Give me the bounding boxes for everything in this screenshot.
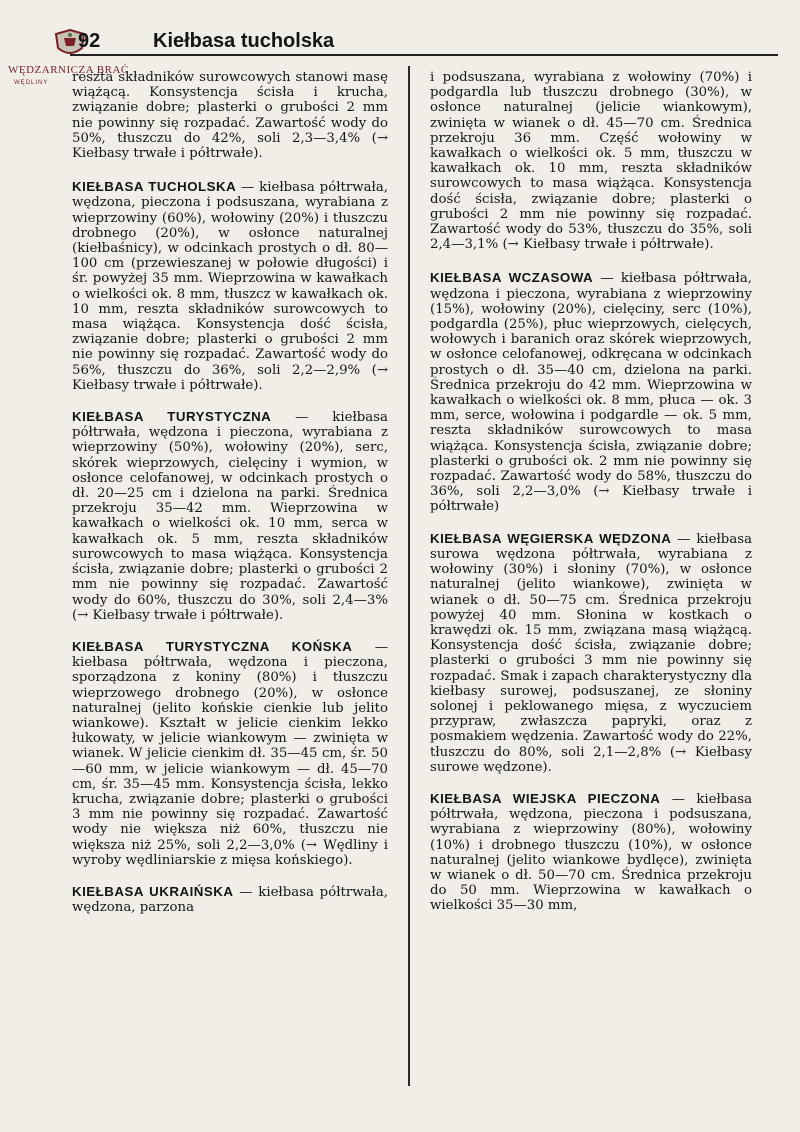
entry-kielbasa-ukrainska [72, 884, 388, 915]
entry-body: — kiełbasa półtrwała, wędzona, pieczona i podsuszana, wyrabiana z wieprzowiny (60%), wołowiny (20%) i tłuszczu drobnego (20%), w osłonce naturalnej (kiełbaśnicy), w odcinkach prostych o dł. 80—100 cm (przewieszanej w połowie długości) i śr. powyżej 35 mm. Wieprzowina w kawałkach o wielkości ok. 8 mm, tłuszcz w kawałkach ok. 10 mm, reszta składników surowcowych to masa wiążąca. Konsystencja dość ścisła, związanie dobre; plasterki o grubości 2 mm nie powinny się rozpadać. Zawartość wody do 56%, tłuszczu do 36%, soli 2,2—2,9% (→ Kiełbasy trwałe i półtrwałe). [72, 180, 388, 393]
entry-body: i podsuszana, wyrabiana z wołowiny (70%) i podgardla lub tłuszczu drobnego (30%), w osłonce naturalnej (jelicie wiankowym), zwinięta w wianek o dł. 45—70 cm. Średnica przekroju 36 mm. Część wołowiny w kawałkach o wielkości ok. 5 mm, tłuszczu w kawałkach ok. 10 mm, reszta składników surowcowych to masa wiążąca. Konsystencja dość ścisła, związanie dobre; plasterki o grubości 2 mm nie powinny się rozpadać. Zawartość wody do 53%, tłuszczu do 35%, soli 2,4—3,1% (→ Kiełbasy trwałe i półtrwałe). [430, 70, 752, 253]
entry-title: KIEŁBASA TURYSTYCZNA [72, 409, 272, 425]
entry-title: KIEŁBASA WĘGIERSKA WĘDZONA [430, 530, 672, 546]
entry-body: — kiełbasa półtrwała, wędzona, pieczona i podsuszana, wyrabiana z wieprzowiny (80%), wołowiny (10%) i drobnego tłuszczu (10%), w osłonce naturalnej (jelito wiankowe bydlęce), zwinięta w wianek o dł. 50—70 cm. Średnica przekroju do 50 mm. Wieprzowina w kawałkach o wielkości 35—30 mm, [430, 791, 752, 914]
column-divider [408, 66, 410, 1086]
right-column [430, 70, 752, 930]
entry-kielbasa-wegierska-wedzona [430, 531, 752, 775]
entry-title: KIEŁBASA WIEJSKA PIECZONA [430, 790, 661, 806]
header-rule [70, 54, 778, 56]
entry-kielbasa-wiejska-pieczona [430, 791, 752, 914]
entry-kielbasa-turystyczna [72, 409, 388, 623]
entry-title: KIEŁBASA WCZASOWA [430, 270, 594, 286]
entry-body: — kiełbasa półtrwała, wędzona i pieczona, wyrabiana z wieprzowiny (15%), wołowiny (20%), cielęciny, serc (10%), podgardla (25%), płuc wieprzowych, cielęcych, wołowych i baranich oraz skórek wieprzowych, w osłonce celofanowej, odkręcana w odcinkach prostych o dł. 35—40 cm, dzielona na parki. Średnica przekroju do 42 mm. Wieprzowina w kawałkach o wielkości ok. 8 mm, płuca — ok. 3 mm, serce, wołowina i podgardle — ok. 5 mm, reszta składników surowcowych to masa wiążąca. Konsystencja ścisła, związanie dobre; plasterki o grubości ok. 2 mm nie powinny się rozpadać. Zawartość wody do 58%, tłuszczu do 36%, soli 2,2—3,0% (→ Kiełbasy trwałe i półtrwałe) [430, 271, 752, 515]
entry-body: — kiełbasa półtrwała, wędzona i pieczona, wyrabiana z wieprzowiny (50%), wołowiny (20%), serc, skórek wieprzowych, cielęciny i wymion, w osłonce celofanowej, w odcinkach prostych o dł. 20—25 cm i dzielona na parki. Średnica przekroju 35—42 mm. Wieprzowina w kawałkach o wielkości ok. 10 mm, serca w kawałkach ok. 5 mm, reszta składników surowcowych to masa wiążąca. Konsystencja ścisła, związanie dobre; plasterki o grubości 2 mm nie powinny się rozpadać. Zawartość wody do 60%, tłuszczu do 30%, soli 2,4—3% (→ Kiełbasy trwałe i półtrwałe). [72, 410, 388, 623]
brand-name: WĘDZARNICZA BRAĆ [8, 64, 129, 76]
entry-body: — kiełbasa surowa wędzona półtrwała, wyrabiana z wołowiny (30%) i słoniny (70%), w osłonce naturalnej (jelito wiankowe), zwinięta w wianek o dł. 50—75 cm. Średnica przekroju powyżej 40 mm. Słonina w kostkach o krawędzi ok. 15 mm, związana masą wiążącą. Konsystencja dość ścisła, związanie dobre; plasterki o grubości 3 mm nie powinny się rozpadać. Smak i zapach charakterystyczny dla kiełbasy surowej, podsuszanej, ze słoniny solonej i peklowanego mięsa, z wyczuciem przypraw, zwłaszcza papryki, oraz z posmakiem wędzenia. Zawartość wody do 22%, tłuszczu do 80%, soli 2,1—2,8% (→ Kiełbasy surowe wędzone). [430, 531, 752, 775]
page-number: 92 [78, 30, 101, 52]
entry-title: KIEŁBASA TURYSTYCZNA KOŃSKA [72, 638, 353, 654]
brand-subtitle: WĘDLINY [14, 80, 49, 86]
continuation-text [430, 70, 752, 252]
entry-title: KIEŁBASA TUCHOLSKA [72, 179, 237, 195]
entry-kielbasa-turystyczna-konska [72, 639, 388, 868]
left-column [72, 70, 388, 931]
entry-body: reszta składników surowcowych stanowi masę wiążącą. Konsystencja ścisła i krucha, związanie dobre; plasterki o grubości 2 mm nie powinny się rozpadać. Zawartość wody do 50%, tłuszczu do 42%, soli 2,3—3,4% (→ Kiełbasy trwałe i półtrwałe). [72, 70, 388, 162]
entry-body: — kiełbasa półtrwała, wędzona, parzona [72, 884, 388, 916]
entry-kielbasa-tucholska [72, 179, 388, 393]
entry-body: — kiełbasa półtrwała, wędzona i pieczona, sporządzona z koniny (80%) i tłuszczu wieprzowego drobnego (20%), w osłonce naturalnej (jelito końskie cienkie lub jelito wiankowe). Kształt w jelicie cienkim lekko łukowaty, w jelicie wiankowym — zwinięta w wianek. W jelicie cienkim dł. 35—45 cm, śr. 50—60 mm, w jelicie wiankowym — dł. 45—70 cm, śr. 35—45 mm. Konsystencja ścisła, lekko krucha, związanie dobre; plasterki o grubości 3 mm nie powinny się rozpadać. Zawartość wody nie większa niż 60%, tłuszczu nie większa niż 25%, soli 2,2—3,0% (→ Wędliny i wyroby wędliniarskie z mięsa końskiego). [72, 639, 388, 868]
running-title: Kiełbasa tucholska [153, 30, 335, 52]
page-header [0, 0, 800, 86]
entry-title: KIEŁBASA UKRAIŃSKA [72, 883, 234, 899]
continuation-text [72, 70, 388, 161]
entry-kielbasa-wczasowa [430, 270, 752, 514]
